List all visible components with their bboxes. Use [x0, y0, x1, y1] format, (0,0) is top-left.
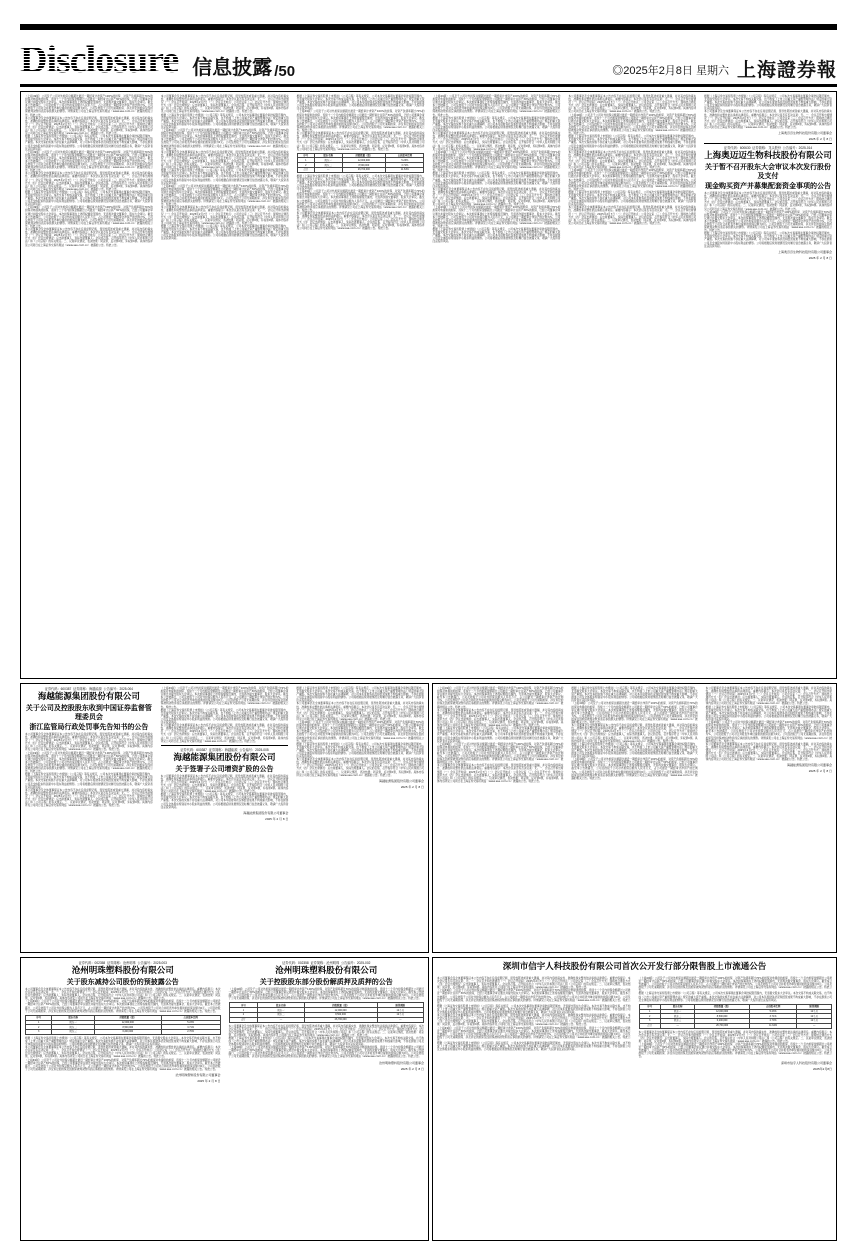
- table-cell: 2: [639, 1014, 660, 1019]
- body-text: （上接49版）公司及子公司对外担保总额超过最近一期经审计净资产100%的担保、对资产负债率超过70%的担保对象提供的担保、连续十二个月内担保金额超过公司最近一期经审计总资产30%的担保，已经公司董事会审议通过并提交股东大会审议。本次担保事项在上述授权额度范围内，无需再次提交董事会、股东大会审议。截至本公告披露日，公司及控股子公司对外担保总额为人民币万元，占公司最近一期经审计净资产的比例为%，公司及控股子公司对合并报表外单位提供的担保总额为0元。公司及控股子公司无逾期担保、涉及诉讼的担保及因担保被判决败诉而应承担损失的情形。详情请见公司在上海证券交易所网站（www.sse.com.cn）披露的相关公告。特此公告。: [571, 758, 698, 780]
- announcement-block-xinyuren: [432, 957, 837, 1241]
- body-text: 根据《上海证券交易所股票上市规则》《公司章程》等有关规定，公司本次交易事项在董事会审批权限范围内，无需提交股东大会审议。本次交易不构成关联交易，也不构成《上市公司重大资产重组管理办法》规定的重大资产重组。本次交易的实施不存在重大法律障碍，对公司本年度财务状况和经营成果不构成重大影响，不存在损害公司及全体股东特别是中小股东利益的情形。公司将根据后续进展情况及时履行信息披露义务，敬请广大投资者注意投资风险。: [296, 687, 425, 703]
- column: [702, 684, 836, 952]
- body-text: （上接49版）公司及子公司对外担保总额超过最近一期经审计净资产100%的担保、对资产负债率超过70%的担保对象提供的担保、连续十二个月内担保金额超过公司最近一期经审计总资产30%的担保，已经公司董事会审议通过并提交股东大会审议。本次担保事项在上述授权额度范围内，无需再次提交董事会、股东大会审议。截至本公告披露日，公司及控股子公司对外担保总额为人民币万元，占公司最近一期经审计净资产的比例为%，公司及控股子公司对合并报表外单位提供的担保总额为0元。公司及控股子公司无逾期担保、涉及诉讼的担保及因担保被判决败诉而应承担损失的情形。详情请见公司在上海证券交易所网站（www.sse.com.cn）披露的相关公告。特此公告。: [568, 113, 697, 136]
- table-cell: 8,500,000: [342, 163, 386, 168]
- body-text: 本公司董事会及全体董事保证本公告内容不存在任何虚假记载、误导性陈述或者重大遗漏，并对其内容的真实性、准确性和完整性依法承担法律责任。重要内容提示：本次会议是否有否决议案：无。一、会议召开和出席情况（一）会议召开时间：2025年2月7日（二）会议召开地点：公司会议室（三）会议召开方式：现场结合通讯方式（四）会议出席情况：应出席董事人，实际出席董事人。会议的召集、召开程序符合《中华人民共和国公司法》和《公司章程》的有关规定。二、议案审议情况，表决结果：同意票，反对票0票，弃权票0票。具体内容详见公司同日在上海证券交易所网站（www.sse.com.cn）披露的公告。特此公告。: [25, 172, 153, 191]
- body-text: 根据《上海证券交易所股票上市规则》《公司章程》等有关规定，公司本次交易事项在董事会审批权限范围内，无需提交股东大会审议。本次交易不构成关联交易，也不构成《上市公司重大资产重组管理办法》规定的重大资产重组。本次交易的实施不存在重大法律障碍，对公司本年度财务状况和经营成果不构成重大影响，不存在损害公司及全体股东特别是中小股东利益的情形。公司将根据后续进展情况及时履行信息披露义务，敬请广大投资者注意投资风险。: [432, 228, 561, 244]
- body-text: 本公司董事会及全体董事保证本公告内容不存在任何虚假记载、误导性陈述或者重大遗漏，并对其内容的真实性、准确性和完整性依法承担法律责任。重要内容提示：本次会议是否有否决议案：无。一、会议召开和出席情况（一）会议召开时间：2025年2月7日（二）会议召开地点：公司会议室（三）会议召开方式：现场结合通讯方式（四）会议出席情况：应出席董事人，实际出席董事人。会议的召集、召开程序符合《中华人民共和国公司法》和《公司章程》的有关规定。二、议案审议情况，表决结果：同意票，反对票0票，弃权票0票。具体内容详见公司同日在上海证券交易所网站（www.sse.com.cn）披露的公告。特此公告。: [437, 764, 564, 783]
- body-text: （上接49版）公司及子公司对外担保总额超过最近一期经审计净资产100%的担保、对资产负债率超过70%的担保对象提供的担保、连续十二个月内担保金额超过公司最近一期经审计总资产30%的担保，已经公司董事会审议通过并提交股东大会审议。本次担保事项在上述授权额度范围内，无需再次提交董事会、股东大会审议。截至本公告披露日，公司及控股子公司对外担保总额为人民币万元，占公司最近一期经审计净资产的比例为%，公司及控股子公司对合并报表外单位提供的担保总额为0元。公司及控股子公司无逾期担保、涉及诉讼的担保及因担保被判决败诉而应承担损失的情形。详情请见公司在上海证券交易所网站（www.sse.com.cn）披露的相关公告。特此公告。: [437, 989, 631, 1005]
- column: [292, 684, 428, 952]
- body-text: 根据《上海证券交易所股票上市规则》《公司章程》等有关规定，公司本次交易事项在董事会审批权限范围内，无需提交股东大会审议。本次交易不构成关联交易，也不构成《上市公司重大资产重组管理办法》规定的重大资产重组。本次交易的实施不存在重大法律障碍，对公司本年度财务状况和经营成果不构成重大影响，不存在损害公司及全体股东特别是中小股东利益的情形。公司将根据后续进展情况及时履行信息披露义务，敬请广大投资者注意投资风险。: [432, 172, 561, 188]
- table-cell: 6,200,000: [94, 1030, 161, 1035]
- announcement-title-line: 关于签署子公司增资扩股的公告: [175, 764, 274, 773]
- body-text: 本公司董事会及全体董事保证本公告内容不存在任何虚假记载、误导性陈述或者重大遗漏，并对其内容的真实性、准确性和完整性依法承担法律责任。重要内容提示：本次会议是否有否决议案：无。一、会议召开和出席情况（一）会议召开时间：2025年2月7日（二）会议召开地点：公司会议室（三）会议召开方式：现场结合通讯方式（四）会议出席情况：应出席董事人，实际出席董事人。会议的召集、召开程序符合《中华人民共和国公司法》和《公司章程》的有关规定。二、议案审议情况，表决结果：同意票，反对票0票，弃权票0票。具体内容详见公司同日在上海证券交易所网站（www.sse.com.cn）披露的公告。特此公告。: [638, 1030, 832, 1043]
- signature-date: 2025 年 2 月 8 日: [808, 255, 832, 260]
- body-text: 本公司董事会及全体董事保证本公告内容不存在任何虚假记载、误导性陈述或者重大遗漏，并对其内容的真实性、准确性和完整性依法承担法律责任。重要内容提示：本次会议是否有否决议案：无。一、会议召开和出席情况（一）会议召开时间：2025年2月7日（二）会议召开地点：公司会议室（三）会议召开方式：现场结合通讯方式（四）会议出席情况：应出席董事人，实际出席董事人。会议的召集、召开程序符合《中华人民共和国公司法》和《公司章程》的有关规定。二、议案审议情况，表决结果：同意票，反对票0票，弃权票0票。具体内容详见公司同日在上海证券交易所网站（www.sse.com.cn）披露的公告。特此公告。: [296, 211, 425, 231]
- table-header-cell: 持股数量（股）: [304, 1003, 377, 1008]
- table-cell: 合计: [229, 1017, 258, 1022]
- table-row: [297, 168, 424, 173]
- body-text: 本公司董事会及全体董事保证本公告内容不存在任何虚假记载、误导性陈述或者重大遗漏，并对其内容的真实性、准确性和完整性依法承担法律责任。重要内容提示：本次会议是否有否决议案：无。一、会议召开和出席情况（一）会议召开时间：2025年2月7日（二）会议召开地点：公司会议室（三）会议召开方式：现场结合通讯方式（四）会议出席情况：应出席董事人，实际出席董事人。会议的召集、召开程序符合《中华人民共和国公司法》和《公司章程》的有关规定。二、议案审议情况，表决结果：同意票，反对票0票，弃权票0票。具体内容详见公司同日在上海证券交易所网站（www.sse.com.cn）披露的公告。特此公告。: [160, 724, 289, 743]
- table-cell: 股东一: [314, 158, 342, 163]
- column: [157, 92, 293, 678]
- table-header-cell: 序号: [639, 1004, 660, 1009]
- column: [433, 684, 567, 952]
- signature: 海越能源集团股份有限公司董事会: [786, 763, 832, 768]
- body-text: 根据《上海证券交易所股票上市规则》《公司章程》等有关规定，公司本次交易事项在董事会审批权限范围内，无需提交股东大会审议。本次交易不构成关联交易，也不构成《上市公司重大资产重组管理办法》规定的重大资产重组。本次交易的实施不存在重大法律障碍，对公司本年度财务状况和经营成果不构成重大影响，不存在损害公司及全体股东特别是中小股东利益的情形。公司将根据后续进展情况及时履行信息披露义务，敬请广大投资者注意投资风险。: [437, 1041, 631, 1052]
- body-text: 本公司董事会及全体董事保证本公告内容不存在任何虚假记载、误导性陈述或者重大遗漏，并对其内容的真实性、准确性和完整性依法承担法律责任。重要内容提示：本次会议是否有否决议案：无。一、会议召开和出席情况（一）会议召开时间：2025年2月7日（二）会议召开地点：公司会议室（三）会议召开方式：现场结合通讯方式（四）会议出席情况：应出席董事人，实际出席董事人。会议的召集、召开程序符合《中华人民共和国公司法》和《公司章程》的有关规定。二、议案审议情况，表决结果：同意票，反对票0票，弃权票0票。具体内容详见公司同日在上海证券交易所网站（www.sse.com.cn）披露的公告。特此公告。: [160, 206, 289, 225]
- signature: 沧州明珠塑料股份有限公司董事会: [175, 1072, 221, 1077]
- signature-date: 2025 年 2 月 8 日: [197, 1078, 221, 1083]
- body-text: （上接49版）公司及子公司对外担保总额超过最近一期经审计净资产100%的担保、对资产负债率超过70%的担保对象提供的担保、连续十二个月内担保金额超过公司最近一期经审计总资产30%的担保，已经公司董事会审议通过并提交股东大会审议。本次担保事项在上述授权额度范围内，无需再次提交董事会、股东大会审议。截至本公告披露日，公司及控股子公司对外担保总额为人民币万元，占公司最近一期经审计净资产的比例为%，公司及控股子公司对合并报表外单位提供的担保总额为0元。公司及控股子公司无逾期担保、涉及诉讼的担保及因担保被判决败诉而应承担损失的情形。详情请见公司在上海证券交易所网站（www.sse.com.cn）披露的相关公告。特此公告。: [571, 702, 698, 725]
- table-cell: 1: [639, 1009, 660, 1014]
- body-text: （上接49版）公司及子公司对外担保总额超过最近一期经审计净资产100%的担保、对资产负债率超过70%的担保对象提供的担保、连续十二个月内担保金额超过公司最近一期经审计总资产30%的担保，已经公司董事会审议通过并提交股东大会审议。本次担保事项在上述授权额度范围内，无需再次提交董事会、股东大会审议。截至本公告披露日，公司及控股子公司对外担保总额为人民币万元，占公司最近一期经审计净资产的比例为%，公司及控股子公司对合并报表外单位提供的担保总额为0元。公司及控股子公司无逾期担保、涉及诉讼的担保及因担保被判决败诉而应承担损失的情形。详情请见公司在上海证券交易所网站（www.sse.com.cn）披露的相关公告。特此公告。: [160, 184, 289, 207]
- signature: 沧州明珠塑料股份有限公司董事会: [378, 1060, 424, 1065]
- body-text: 根据《上海证券交易所股票上市规则》《公司章程》等有关规定，公司本次交易事项在董事会审批权限范围内，无需提交股东大会审议。本次交易不构成关联交易，也不构成《上市公司重大资产重组管理办法》规定的重大资产重组。本次交易的实施不存在重大法律障碍，对公司本年度财务状况和经营成果不构成重大影响，不存在损害公司及全体股东特别是中小股东利益的情形。公司将根据后续进展情况及时履行信息披露义务，敬请广大投资者注意投资风险。: [160, 793, 289, 809]
- table-cell: 3.71%: [161, 1025, 220, 1030]
- table-cell: 股东一: [258, 1008, 304, 1013]
- body-text: 本公司董事会及全体董事保证本公告内容不存在任何虚假记载、误导性陈述或者重大遗漏，并对其内容的真实性、准确性和完整性依法承担法律责任。重要内容提示：本次会议是否有否决议案：无。一、会议召开和出席情况（一）会议召开时间：2025年2月7日（二）会议召开地点：公司会议室（三）会议召开方式：现场结合通讯方式（四）会议出席情况：应出席董事人，实际出席董事人。会议的召集、召开程序符合《中华人民共和国公司法》和《公司章程》的有关规定。二、议案审议情况，表决结果：同意票，反对票0票，弃权票0票。具体内容详见公司同日在上海证券交易所网站（www.sse.com.cn）披露的公告。特此公告。: [568, 206, 697, 225]
- body-text: （上接49版）公司及子公司对外担保总额超过最近一期经审计净资产100%的担保、对资产负债率超过70%的担保对象提供的担保、连续十二个月内担保金额超过公司最近一期经审计总资产30%的担保，已经公司董事会审议通过并提交股东大会审议。本次担保事项在上述授权额度范围内，无需再次提交董事会、股东大会审议。截至本公告披露日，公司及控股子公司对外担保总额为人民币万元，占公司最近一期经审计净资产的比例为%，公司及控股子公司对合并报表外单位提供的担保总额为0元。公司及控股子公司无逾期担保、涉及诉讼的担保及因担保被判决败诉而应承担损失的情形。详情请见公司在上海证券交易所网站（www.sse.com.cn）披露的相关公告。特此公告。: [437, 1026, 631, 1042]
- security-name: 证券简称：海越能源: [208, 747, 238, 752]
- table-cell: 股东三: [52, 1030, 95, 1035]
- body-text: （上接49版）公司及子公司对外担保总额超过最近一期经审计净资产100%的担保、对资产负债率超过70%的担保对象提供的担保、连续十二个月内担保金额超过公司最近一期经审计总资产30%的担保，已经公司董事会审议通过并提交股东大会审议。本次担保事项在上述授权额度范围内，无需再次提交董事会、股东大会审议。截至本公告披露日，公司及控股子公司对外担保总额为人民币万元，占公司最近一期经审计净资产的比例为%，公司及控股子公司对合并报表外单位提供的担保总额为0元。公司及控股子公司无逾期担保、涉及诉讼的担保及因担保被判决败诉而应承担损失的情形。详情请见公司在上海证券交易所网站（www.sse.com.cn）披露的相关公告。特此公告。: [568, 169, 697, 191]
- body-text: 本公司董事会及全体董事保证本公告内容不存在任何虚假记载、误导性陈述或者重大遗漏，并对其内容的真实性、准确性和完整性依法承担法律责任。重要内容提示：本次会议是否有否决议案：无。一、会议召开和出席情况（一）会议召开时间：2025年2月7日（二）会议召开地点：公司会议室（三）会议召开方式：现场结合通讯方式（四）会议出席情况：应出席董事人，实际出席董事人。会议的召集、召开程序符合《中华人民共和国公司法》和《公司章程》的有关规定。二、议案审议情况，表决结果：同意票，反对票0票，弃权票0票。具体内容详见公司同日在上海证券交易所网站（www.sse.com.cn）披露的公告。特此公告。: [25, 788, 153, 808]
- body-text: 本公司董事会及全体董事保证本公告内容不存在任何虚假记载、误导性陈述或者重大遗漏，并对其内容的真实性、准确性和完整性依法承担法律责任。重要内容提示：本次会议是否有否决议案：无。一、会议召开和出席情况（一）会议召开时间：2025年2月7日（二）会议召开地点：公司会议室（三）会议召开方式：现场结合通讯方式（四）会议出席情况：应出席董事人，实际出席董事人。会议的召集、召开程序符合《中华人民共和国公司法》和《公司章程》的有关规定。二、议案审议情况，表决结果：同意票，反对票0票，弃权票0票。具体内容详见公司同日在上海证券交易所网站（www.sse.com.cn）披露的公告。特此公告。: [705, 687, 832, 706]
- body-text: 根据《上海证券交易所股票上市规则》《公司章程》等有关规定，公司本次交易事项在董事会审批权限范围内，无需提交股东大会审议。本次交易不构成关联交易，也不构成《上市公司重大资产重组管理办法》规定的重大资产重组。本次交易的实施不存在重大法律障碍，对公司本年度财务状况和经营成果不构成重大影响，不存在损害公司及全体股东特别是中小股东利益的情形。公司将根据后续进展情况及时履行信息披露义务，敬请广大投资者注意投资风险。: [432, 116, 561, 133]
- body-text: 根据《上海证券交易所股票上市规则》《公司章程》等有关规定，公司本次交易事项在董事会审批权限范围内，无需提交股东大会审议。本次交易不构成关联交易，也不构成《上市公司重大资产重组管理办法》规定的重大资产重组。本次交易的实施不存在重大法律障碍，对公司本年度财务状况和经营成果不构成重大影响，不存在损害公司及全体股东特别是中小股东利益的情形。公司将根据后续进展情况及时履行信息披露义务，敬请广大投资者注意投资风险。: [568, 135, 697, 151]
- data-table: [229, 1002, 425, 1022]
- body-text: 本公司董事会及全体董事保证本公告内容不存在任何虚假记载、误导性陈述或者重大遗漏，并对其内容的真实性、准确性和完整性依法承担法律责任。重要内容提示：本次会议是否有否决议案：无。一、会议召开和出席情况（一）会议召开时间：2025年2月7日（二）会议召开地点：公司会议室（三）会议召开方式：现场结合通讯方式（四）会议出席情况：应出席董事人，实际出席董事人。会议的召集、召开程序符合《中华人民共和国公司法》和《公司章程》的有关规定。二、议案审议情况，表决结果：同意票，反对票0票，弃权票0票。具体内容详见公司同日在上海证券交易所网站（www.sse.com.cn）披露的公告。特此公告。: [25, 116, 153, 136]
- table-cell: 26,700,000: [304, 1017, 377, 1022]
- masthead-paper-name: 上海證券報: [736, 59, 837, 81]
- signature-date: 2025 年 2 月 8 日: [400, 1066, 424, 1071]
- announcement-block-haiyue: [20, 683, 429, 953]
- table-header-cell: 股东名称: [258, 1003, 304, 1008]
- table-cell: 8,500,000: [94, 1025, 161, 1030]
- body-text: （上接49版）公司及子公司对外担保总额超过最近一期经审计净资产100%的担保、对资产负债率超过70%的担保对象提供的担保、连续十二个月内担保金额超过公司最近一期经审计总资产30%的担保，已经公司董事会审议通过并提交股东大会审议。本次担保事项在上述授权额度范围内，无需再次提交董事会、股东大会审议。截至本公告披露日，公司及控股子公司对外担保总额为人民币万元，占公司最近一期经审计净资产的比例为%，公司及控股子公司对合并报表外单位提供的担保总额为0元。公司及控股子公司无逾期担保、涉及诉讼的担保及因担保被判决败诉而应承担损失的情形。详情请见公司在上海证券交易所网站（www.sse.com.cn）披露的相关公告。特此公告。: [160, 687, 289, 709]
- table-cell: 股东二: [660, 1014, 695, 1019]
- announcement-title-line: 关于股东减持公司股份的预披露公告: [66, 978, 179, 986]
- signature-date: 2025年2月8日: [812, 1066, 832, 1071]
- body-text: （上接49版）公司及子公司对外担保总额超过最近一期经审计净资产100%的担保、对资产负债率超过70%的担保对象提供的担保、连续十二个月内担保金额超过公司最近一期经审计总资产30%的担保，已经公司董事会审议通过并提交股东大会审议。本次担保事项在上述授权额度范围内，无需再次提交董事会、股东大会审议。截至本公告披露日，公司及控股子公司对外担保总额为人民币万元，占公司最近一期经审计净资产的比例为%，公司及控股子公司对合并报表外单位提供的担保总额为0元。公司及控股子公司无逾期担保、涉及诉讼的担保及因担保被判决败诉而应承担损失的情形。详情请见公司在上海证券交易所网站（www.sse.com.cn）披露的相关公告。特此公告。: [25, 751, 153, 774]
- body-text: （上接49版）公司及子公司对外担保总额超过最近一期经审计净资产100%的担保、对资产负债率超过70%的担保对象提供的担保、连续十二个月内担保金额超过公司最近一期经审计总资产30%的担保，已经公司董事会审议通过并提交股东大会审议。本次担保事项在上述授权额度范围内，无需再次提交董事会、股东大会审议。截至本公告披露日，公司及控股子公司对外担保总额为人民币万元，占公司最近一期经审计净资产的比例为%，公司及控股子公司对合并报表外单位提供的担保总额为0元。公司及控股子公司无逾期担保、涉及诉讼的担保及因担保被判决败诉而应承担损失的情形。详情请见公司在上海证券交易所网站（www.sse.com.cn）披露的相关公告。特此公告。: [432, 150, 561, 173]
- table-header-cell: 持股数量（股）: [695, 1004, 749, 1009]
- security-code-line: [229, 961, 425, 965]
- table-cell: 12,000,000: [94, 1020, 161, 1025]
- security-code-line: [25, 961, 221, 965]
- body-text: 本公司董事会及全体董事保证本公告内容不存在任何虚假记载、误导性陈述或者重大遗漏，并对其内容的真实性、准确性和完整性依法承担法律责任。重要内容提示：本次会议是否有否决议案：无。一、会议召开和出席情况（一）会议召开时间：2025年2月7日（二）会议召开地点：公司会议室（三）会议召开方式：现场结合通讯方式（四）会议出席情况：应出席董事人，实际出席董事人。会议的召集、召开程序符合《中华人民共和国公司法》和《公司章程》的有关规定。二、议案审议情况，表决结果：同意票，反对票0票，弃权票0票。具体内容详见公司同日在上海证券交易所网站（www.sse.com.cn）披露的公告。特此公告。: [432, 132, 561, 151]
- body-text: 根据《上海证券交易所股票上市规则》《公司章程》等有关规定，公司本次交易事项在董事会审批权限范围内，无需提交股东大会审议。本次交易不构成关联交易，也不构成《上市公司重大资产重组管理办法》规定的重大资产重组。本次交易的实施不存在重大法律障碍，对公司本年度财务状况和经营成果不构成重大影响，不存在损害公司及全体股东特别是中小股东利益的情形。公司将根据后续进展情况及时履行信息披露义务，敬请广大投资者注意投资风险。: [228, 1036, 424, 1047]
- table-cell: 11.64%: [386, 168, 424, 173]
- table-header-cell: 占总股本比例: [161, 1015, 220, 1020]
- announcement-block-top: [20, 91, 837, 679]
- table-cell: 5.23%: [161, 1020, 220, 1025]
- table-cell: 2.70%: [749, 1019, 797, 1024]
- table-cell: 12个月: [377, 1012, 423, 1017]
- table-header-cell: 序号: [229, 1003, 258, 1008]
- security-name: 证券简称：沧州明珠: [106, 961, 136, 965]
- body-text: 本公司董事会及全体董事保证本公告内容不存在任何虚假记载、误导性陈述或者重大遗漏，并对其内容的真实性、准确性和完整性依法承担法律责任。重要内容提示：本次会议是否有否决议案：无。一、会议召开和出席情况（一）会议召开时间：2025年2月7日（二）会议召开地点：公司会议室（三）会议召开方式：现场结合通讯方式（四）会议出席情况：应出席董事人，实际出席董事人。会议的召集、召开程序符合《中华人民共和国公司法》和《公司章程》的有关规定。二、议案审议情况，表决结果：同意票，反对票0票，弃权票0票。具体内容详见公司同日在上海证券交易所网站（www.sse.com.cn）披露的公告。特此公告。: [437, 1014, 631, 1027]
- body-text: 根据《上海证券交易所股票上市规则》《公司章程》等有关规定，公司本次交易事项在董事会审批权限范围内，无需提交股东大会审议。本次交易不构成关联交易，也不构成《上市公司重大资产重组管理办法》规定的重大资产重组。本次交易的实施不存在重大法律障碍，对公司本年度财务状况和经营成果不构成重大影响，不存在损害公司及全体股东特别是中小股东利益的情形。公司将根据后续进展情况及时履行信息披露义务，敬请广大投资者注意投资风险。: [571, 742, 698, 759]
- body-text: 本公司董事会及全体董事保证本公告内容不存在任何虚假记载、误导性陈述或者重大遗漏，并对其内容的真实性、准确性和完整性依法承担法律责任。重要内容提示：本次会议是否有否决议案：无。一、会议召开和出席情况（一）会议召开时间：2025年2月7日（二）会议召开地点：公司会议室（三）会议召开方式：现场结合通讯方式（四）会议出席情况：应出席董事人，实际出席董事人。会议的召集、召开程序符合《中华人民共和国公司法》和《公司章程》的有关规定。二、议案审议情况，表决结果：同意票，反对票0票，弃权票0票。具体内容详见公司同日在上海证券交易所网站（www.sse.com.cn）披露的公告。特此公告。: [571, 724, 698, 743]
- table-header-cell: 股东名称: [314, 153, 342, 158]
- announcement-block-cangzhou: [20, 957, 429, 1241]
- security-code: 证券代码：002358: [282, 961, 309, 965]
- table-cell: 3: [639, 1019, 660, 1024]
- table-cell: 股东二: [258, 1012, 304, 1017]
- table-cell: 8,500,000: [304, 1012, 377, 1017]
- masthead-date: ◎2025年2月8日 星期六: [612, 65, 729, 77]
- column: [157, 684, 293, 952]
- body-text: 本公司董事会及全体董事保证本公告内容不存在任何虚假记载、误导性陈述或者重大遗漏，并对其内容的真实性、准确性和完整性依法承担法律责任。重要内容提示：本次会议是否有否决议案：无。一、会议召开和出席情况（一）会议召开时间：2025年2月7日（二）会议召开地点：公司会议室（三）会议召开方式：现场结合通讯方式（四）会议出席情况：应出席董事人，实际出席董事人。会议的召集、召开程序符合《中华人民共和国公司法》和《公司章程》的有关规定。二、议案审议情况，表决结果：同意票，反对票0票，弃权票0票。具体内容详见公司同日在上海证券交易所网站（www.sse.com.cn）披露的公告。特此公告。: [25, 228, 153, 247]
- table-cell: —: [258, 1017, 304, 1022]
- body-text: 根据《上海证券交易所股票上市规则》《公司章程》等有关规定，公司本次交易事项在董事会审批权限范围内，无需提交股东大会审议。本次交易不构成关联交易，也不构成《上市公司重大资产重组管理办法》规定的重大资产重组。本次交易的实施不存在重大法律障碍，对公司本年度财务状况和经营成果不构成重大影响，不存在损害公司及全体股东特别是中小股东利益的情形。公司将根据后续进展情况及时履行信息披露义务，敬请广大投资者注意投资风险。: [25, 190, 153, 207]
- signature-date: 2025 年 2 月 8 日: [808, 769, 832, 774]
- table-cell: 1: [26, 1020, 52, 1025]
- column: [635, 974, 837, 1234]
- column: [428, 92, 564, 678]
- announcement-title-line: 上海奥迈迈生物科技股份有限公司: [704, 151, 832, 162]
- table-cell: 12个月: [377, 1008, 423, 1013]
- body-text: （上接49版）公司及子公司对外担保总额超过最近一期经审计净资产100%的担保、对资产负债率超过70%的担保对象提供的担保、连续十二个月内担保金额超过公司最近一期经审计总资产30%的担保，已经公司董事会审议通过并提交股东大会审议。本次担保事项在上述授权额度范围内，无需再次提交董事会、股东大会审议。截至本公告披露日，公司及控股子公司对外担保总额为人民币万元，占公司最近一期经审计净资产的比例为%，公司及控股子公司对合并报表外单位提供的担保总额为0元。公司及控股子公司无逾期担保、涉及诉讼的担保及因担保被判决败诉而应承担损失的情形。详情请见公司在上海证券交易所网站（www.sse.com.cn）披露的相关公告。特此公告。: [296, 190, 425, 212]
- table-cell: 12个月: [797, 1019, 832, 1024]
- body-text: （上接49版）公司及子公司对外担保总额超过最近一期经审计净资产100%的担保、对资产负债率超过70%的担保对象提供的担保、连续十二个月内担保金额超过公司最近一期经审计总资产30%的担保，已经公司董事会审议通过并提交股东大会审议。本次担保事项在上述授权额度范围内，无需再次提交董事会、股东大会审议。截至本公告披露日，公司及控股子公司对外担保总额为人民币万元，占公司最近一期经审计净资产的比例为%，公司及控股子公司对合并报表外单位提供的担保总额为0元。公司及控股子公司无逾期担保、涉及诉讼的担保及因担保被判决败诉而应承担损失的情形。详情请见公司在上海证券交易所网站（www.sse.com.cn）披露的相关公告。特此公告。: [228, 1046, 424, 1059]
- announcement-title-line: 沧州明珠塑料股份有限公司: [71, 966, 174, 976]
- table-cell: 5.23%: [749, 1009, 797, 1014]
- announcement-title-line: 海越能源集团股份有限公司: [37, 692, 140, 702]
- table-cell: 12,000,000: [695, 1009, 749, 1014]
- body-text: 本公司董事会及全体董事保证本公告内容不存在任何虚假记载、误导性陈述或者重大遗漏，并对其内容的真实性、准确性和完整性依法承担法律责任。重要内容提示：本次会议是否有否决议案：无。一、会议召开和出席情况（一）会议召开时间：2025年2月7日（二）会议召开地点：公司会议室（三）会议召开方式：现场结合通讯方式（四）会议出席情况：应出席董事人，实际出席董事人。会议的召集、召开程序符合《中华人民共和国公司法》和《公司章程》的有关规定。二、议案审议情况，表决结果：同意票，反对票0票，弃权票0票。具体内容详见公司同日在上海证券交易所网站（www.sse.com.cn）披露的公告。特此公告。: [296, 132, 425, 151]
- body-text: 根据《上海证券交易所股票上市规则》《公司章程》等有关规定，公司本次交易事项在董事会审批权限范围内，无需提交股东大会审议。本次交易不构成关联交易，也不构成《上市公司重大资产重组管理办法》规定的重大资产重组。本次交易的实施不存在重大法律障碍，对公司本年度财务状况和经营成果不构成重大影响，不存在损害公司及全体股东特别是中小股东利益的情形。公司将根据后续进展情况及时履行信息披露义务，敬请广大投资者注意投资风险。: [160, 169, 289, 185]
- signature-date: 2025 年 2 月 8 日: [400, 784, 425, 789]
- table-cell: 3: [26, 1030, 52, 1035]
- table-header-cell: 序号: [297, 153, 314, 158]
- security-code: 证券代码：002358: [78, 961, 106, 965]
- column-with-headline: [700, 92, 836, 678]
- table-cell: 12个月: [797, 1014, 832, 1019]
- body-text: （上接49版）公司及子公司对外担保总额超过最近一期经审计净资产100%的担保、对资产负债率超过70%的担保对象提供的担保、连续十二个月内担保金额超过公司最近一期经审计总资产30%的担保，已经公司董事会审议通过并提交股东大会审议。本次担保事项在上述授权额度范围内，无需再次提交董事会、股东大会审议。截至本公告披露日，公司及控股子公司对外担保总额为人民币万元，占公司最近一期经审计净资产的比例为%，公司及控股子公司对合并报表外单位提供的担保总额为0元。公司及控股子公司无逾期担保、涉及诉讼的担保及因担保被判决败诉而应承担损失的情形。详情请见公司在上海证券交易所网站（www.sse.com.cn）披露的相关公告。特此公告。: [25, 1058, 221, 1071]
- body-text: 根据《上海证券交易所股票上市规则》《公司章程》等有关规定，公司本次交易事项在董事会审批权限范围内，无需提交股东大会审议。本次交易不构成关联交易，也不构成《上市公司重大资产重组管理办法》规定的重大资产重组。本次交易的实施不存在重大法律障碍，对公司本年度财务状况和经营成果不构成重大影响，不存在损害公司及全体股东特别是中小股东利益的情形。公司将根据后续进展情况及时履行信息披露义务，敬请广大投资者注意投资风险。: [160, 113, 289, 129]
- table-row: [229, 1017, 424, 1022]
- table-cell: —: [314, 168, 342, 173]
- announcement-title-line: 深圳市信宇人科技股份有限公司首次公开发行部分限售股上市流通公告: [502, 962, 767, 972]
- table-row: [639, 1023, 832, 1028]
- signature: 海越能源集团股份有限公司董事会: [243, 810, 289, 815]
- announcement-number: 公告编号：2025-004: [103, 687, 133, 691]
- body-text: 本公司董事会及全体董事保证本公告内容不存在任何虚假记载、误导性陈述或者重大遗漏，并对其内容的真实性、准确性和完整性依法承担法律责任。重要内容提示：本次会议是否有否决议案：无。一、会议召开和出席情况（一）会议召开时间：2025年2月7日（二）会议召开地点：公司会议室（三）会议召开方式：现场结合通讯方式（四）会议出席情况：应出席董事人，实际出席董事人。会议的召集、召开程序符合《中华人民共和国公司法》和《公司章程》的有关规定。二、议案审议情况，表决结果：同意票，反对票0票，弃权票0票。具体内容详见公司同日在上海证券交易所网站（www.sse.com.cn）披露的公告。特此公告。: [704, 110, 832, 129]
- signature-date: 2025 年 2 月 8 日: [808, 137, 832, 142]
- table-row: [26, 1030, 221, 1035]
- body-text: （上接49版）公司及子公司对外担保总额超过最近一期经审计净资产100%的担保、对资产负债率超过70%的担保对象提供的担保、连续十二个月内担保金额超过公司最近一期经审计总资产30%的担保，已经公司董事会审议通过并提交股东大会审议。本次担保事项在上述授权额度范围内，无需再次提交董事会、股东大会审议。截至本公告披露日，公司及控股子公司对外担保总额为人民币万元，占公司最近一期经审计净资产的比例为%，公司及控股子公司对合并报表外单位提供的担保总额为0元。公司及控股子公司无逾期担保、涉及诉讼的担保及因担保被判决败诉而应承担损失的情形。详情请见公司在上海证券交易所网站（www.sse.com.cn）披露的相关公告。特此公告。: [160, 129, 289, 151]
- announcement-title-line: 关于控股股东部分股份解质押及质押的公告: [259, 978, 393, 986]
- column: [21, 92, 157, 678]
- announcement-title-line: 现金购买资产并募集配套资金事项的公告: [705, 182, 832, 191]
- column: [225, 958, 429, 1240]
- body-text: （上接49版）公司及子公司对外担保总额超过最近一期经审计净资产100%的担保、对资产负债率超过70%的担保对象提供的担保、连续十二个月内担保金额超过公司最近一期经审计总资产30%的担保，已经公司董事会审议通过并提交股东大会审议。本次担保事项在上述授权额度范围内，无需再次提交董事会、股东大会审议。截至本公告披露日，公司及控股子公司对外担保总额为人民币万元，占公司最近一期经审计净资产的比例为%，公司及控股子公司对合并报表外单位提供的担保总额为0元。公司及控股子公司无逾期担保、涉及诉讼的担保及因担保被判决败诉而应承担损失的情形。详情请见公司在上海证券交易所网站（www.sse.com.cn）披露的相关公告。特此公告。: [296, 110, 425, 133]
- table-cell: 2.70%: [161, 1030, 220, 1035]
- data-table: [25, 1015, 221, 1035]
- body-text: 根据《上海证券交易所股票上市规则》《公司章程》等有关规定，公司本次交易事项在董事会审批权限范围内，无需提交股东大会审议。本次交易不构成关联交易，也不构成《上市公司重大资产重组管理办法》规定的重大资产重组。本次交易的实施不存在重大法律障碍，对公司本年度财务状况和经营成果不构成重大影响，不存在损害公司及全体股东特别是中小股东利益的情形。公司将根据后续进展情况及时履行信息披露义务，敬请广大投资者注意投资风险。: [160, 224, 289, 241]
- table-cell: 2: [297, 163, 314, 168]
- body-text: （上接49版）公司及子公司对外担保总额超过最近一期经审计净资产100%的担保、对资产负债率超过70%的担保对象提供的担保、连续十二个月内担保金额超过公司最近一期经审计总资产30%的担保，已经公司董事会审议通过并提交股东大会审议。本次担保事项在上述授权额度范围内，无需再次提交董事会、股东大会审议。截至本公告披露日，公司及控股子公司对外担保总额为人民币万元，占公司最近一期经审计净资产的比例为%，公司及控股子公司对合并报表外单位提供的担保总额为0元。公司及控股子公司无逾期担保、涉及诉讼的担保及因担保被判决败诉而应承担损失的情形。详情请见公司在上海证券交易所网站（www.sse.com.cn）披露的相关公告。特此公告。: [638, 1043, 832, 1059]
- body-text: 本公司董事会及全体董事保证本公告内容不存在任何虚假记载、误导性陈述或者重大遗漏，并对其内容的真实性、准确性和完整性依法承担法律责任。重要内容提示：本次会议是否有否决议案：无。一、会议召开和出席情况（一）会议召开时间：2025年2月7日（二）会议召开地点：公司会议室（三）会议召开方式：现场结合通讯方式（四）会议出席情况：应出席董事人，实际出席董事人。会议的召集、召开程序符合《中华人民共和国公司法》和《公司章程》的有关规定。二、议案审议情况，表决结果：同意票，反对票0票，弃权票0票。具体内容详见公司同日在上海证券交易所网站（www.sse.com.cn）披露的公告。特此公告。: [568, 95, 697, 114]
- security-name: 证券简称：龙头股份: [752, 146, 781, 151]
- table-cell: 6,200,000: [695, 1019, 749, 1024]
- announcement-title-line: 关于公司及控股股东收到中国证券监督管理委员会: [25, 704, 152, 721]
- column: [567, 684, 701, 952]
- masthead-rule: [20, 24, 837, 30]
- body-text: 本公司董事会及全体董事保证本公告内容不存在任何虚假记载、误导性陈述或者重大遗漏，并对其内容的真实性、准确性和完整性依法承担法律责任。重要内容提示：本次会议是否有否决议案：无。一、会议召开和出席情况（一）会议召开时间：2025年2月7日（二）会议召开地点：公司会议室（三）会议召开方式：现场结合通讯方式（四）会议出席情况：应出席董事人，实际出席董事人。会议的召集、召开程序符合《中华人民共和国公司法》和《公司章程》的有关规定。二、议案审议情况，表决结果：同意票，反对票0票，弃权票0票。具体内容详见公司同日在上海证券交易所网站（www.sse.com.cn）披露的公告。特此公告。: [432, 187, 561, 207]
- body-text: 根据《上海证券交易所股票上市规则》《公司章程》等有关规定，公司本次交易事项在董事会审批权限范围内，无需提交股东大会审议。本次交易不构成关联交易，也不构成《上市公司重大资产重组管理办法》规定的重大资产重组。本次交易的实施不存在重大法律障碍，对公司本年度财务状况和经营成果不构成重大影响，不存在损害公司及全体股东特别是中小股东利益的情形。公司将根据后续进展情况及时履行信息披露义务，敬请广大投资者注意投资风险。: [25, 135, 153, 151]
- masthead-section: 信息披露: [192, 55, 273, 79]
- table-cell: 11.64%: [749, 1023, 797, 1028]
- body-text: 根据《上海证券交易所股票上市规则》《公司章程》等有关规定，公司本次交易事项在董事会审批权限范围内，无需提交股东大会审议。本次交易不构成关联交易，也不构成《上市公司重大资产重组管理办法》规定的重大资产重组。本次交易的实施不存在重大法律障碍，对公司本年度财务状况和经营成果不构成重大影响，不存在损害公司及全体股东特别是中小股东利益的情形。公司将根据后续进展情况及时履行信息披露义务，敬请广大投资者注意投资风险。: [437, 727, 564, 743]
- body-text: （上接49版）公司及子公司对外担保总额超过最近一期经审计净资产100%的担保、对资产负债率超过70%的担保对象提供的担保、连续十二个月内担保金额超过公司最近一期经审计总资产30%的担保，已经公司董事会审议通过并提交股东大会审议。本次担保事项在上述授权额度范围内，无需再次提交董事会、股东大会审议。截至本公告披露日，公司及控股子公司对外担保总额为人民币万元，占公司最近一期经审计净资产的比例为%，公司及控股子公司对合并报表外单位提供的担保总额为0元。公司及控股子公司无逾期担保、涉及诉讼的担保及因担保被判决败诉而应承担损失的情形。详情请见公司在上海证券交易所网站（www.sse.com.cn）披露的相关公告。特此公告。: [228, 988, 424, 1001]
- body-text: 本公司董事会及全体董事保证本公告内容不存在任何虚假记载、误导性陈述或者重大遗漏，并对其内容的真实性、准确性和完整性依法承担法律责任。重要内容提示：本次会议是否有否决议案：无。一、会议召开和出席情况（一）会议召开时间：2025年2月7日（二）会议召开地点：公司会议室（三）会议召开方式：现场结合通讯方式（四）会议出席情况：应出席董事人，实际出席董事人。会议的召集、召开程序符合《中华人民共和国公司法》和《公司章程》的有关规定。二、议案审议情况，表决结果：同意票，反对票0票，弃权票0票。具体内容详见公司同日在上海证券交易所网站（www.sse.com.cn）披露的公告。特此公告。: [160, 95, 289, 114]
- masthead: [20, 18, 837, 87]
- table-cell: 26,700,000: [695, 1023, 749, 1028]
- body-text: （上接49版）公司及子公司对外担保总额超过最近一期经审计净资产100%的担保、对资产负债率超过70%的担保对象提供的担保、连续十二个月内担保金额超过公司最近一期经审计总资产30%的担保，已经公司董事会审议通过并提交股东大会审议。本次担保事项在上述授权额度范围内，无需再次提交董事会、股东大会审议。截至本公告披露日，公司及控股子公司对外担保总额为人民币万元，占公司最近一期经审计净资产的比例为%，公司及控股子公司对合并报表外单位提供的担保总额为0元。公司及控股子公司无逾期担保、涉及诉讼的担保及因担保被判决败诉而应承担损失的情形。详情请见公司在上海证券交易所网站（www.sse.com.cn）披露的相关公告。特此公告。: [25, 206, 153, 228]
- body-text: （上接49版）公司及子公司对外担保总额超过最近一期经审计净资产100%的担保、对资产负债率超过70%的担保对象提供的担保、连续十二个月内担保金额超过公司最近一期经审计总资产30%的担保，已经公司董事会审议通过并提交股东大会审议。本次担保事项在上述授权额度范围内，无需再次提交董事会、股东大会审议。截至本公告披露日，公司及控股子公司对外担保总额为人民币万元，占公司最近一期经审计净资产的比例为%，公司及控股子公司对合并报表外单位提供的担保总额为0元。公司及控股子公司无逾期担保、涉及诉讼的担保及因担保被判决败诉而应承担损失的情形。详情请见公司在上海证券交易所网站（www.sse.com.cn）披露的相关公告。特此公告。: [432, 206, 561, 228]
- body-text: 本公司董事会及全体董事保证本公告内容不存在任何虚假记载、误导性陈述或者重大遗漏，并对其内容的真实性、准确性和完整性依法承担法律责任。重要内容提示：本次会议是否有否决议案：无。一、会议召开和出席情况（一）会议召开时间：2025年2月7日（二）会议召开地点：公司会议室（三）会议召开方式：现场结合通讯方式（四）会议出席情况：应出席董事人，实际出席董事人。会议的召集、召开程序符合《中华人民共和国公司法》和《公司章程》的有关规定。二、议案审议情况，表决结果：同意票，反对票0票，弃权票0票。具体内容详见公司同日在上海证券交易所网站（www.sse.com.cn）披露的公告。特此公告。: [25, 733, 153, 752]
- body-text: 本公司董事会及全体董事保证本公告内容不存在任何虚假记载、误导性陈述或者重大遗漏，并对其内容的真实性、准确性和完整性依法承担法律责任。重要内容提示：本次会议是否有否决议案：无。一、会议召开和出席情况（一）会议召开时间：2025年2月7日（二）会议召开地点：公司会议室（三）会议召开方式：现场结合通讯方式（四）会议出席情况：应出席董事人，实际出席董事人。会议的召集、召开程序符合《中华人民共和国公司法》和《公司章程》的有关规定。二、议案审议情况，表决结果：同意票，反对票0票，弃权票0票。具体内容详见公司同日在上海证券交易所网站（www.sse.com.cn）披露的公告。特此公告。: [296, 702, 425, 721]
- page-body: [20, 91, 837, 1241]
- announcement-number: 公告编号：2025-002: [340, 961, 371, 965]
- data-table: [639, 1004, 833, 1029]
- masthead-brand: Disclosure: [20, 40, 188, 80]
- table-cell: 12,000,000: [304, 1008, 377, 1013]
- announcement-title-line: 关于暂不召开股东大会审议本次发行股份及支付: [705, 163, 832, 181]
- security-code: 证券代码：600387: [180, 747, 207, 752]
- data-table: [297, 153, 425, 173]
- table-cell: 合计: [297, 168, 314, 173]
- security-code: 证券代码：600630: [723, 146, 751, 151]
- body-text: 根据《上海证券交易所股票上市规则》《公司章程》等有关规定，公司本次交易事项在董事会审批权限范围内，无需提交股东大会审议。本次交易不构成关联交易，也不构成《上市公司重大资产重组管理办法》规定的重大资产重组。本次交易的实施不存在重大法律障碍，对公司本年度财务状况和经营成果不构成重大影响，不存在损害公司及全体股东特别是中小股东利益的情形。公司将根据后续进展情况及时履行信息披露义务，敬请广大投资者注意投资风险。: [25, 773, 153, 789]
- table-cell: 8,500,000: [695, 1014, 749, 1019]
- body-text: 根据《上海证券交易所股票上市规则》《公司章程》等有关规定，公司本次交易事项在董事会审批权限范围内，无需提交股东大会审议。本次交易不构成关联交易，也不构成《上市公司重大资产重组管理办法》规定的重大资产重组。本次交易的实施不存在重大法律障碍，对公司本年度财务状况和经营成果不构成重大影响，不存在损害公司及全体股东特别是中小股东利益的情形。公司将根据后续进展情况及时履行信息披露义务，敬请广大投资者注意投资风险。: [704, 232, 832, 248]
- body-text: 本公司董事会及全体董事保证本公告内容不存在任何虚假记载、误导性陈述或者重大遗漏，并对其内容的真实性、准确性和完整性依法承担法律责任。重要内容提示：本次会议是否有否决议案：无。一、会议召开和出席情况（一）会议召开时间：2025年2月7日（二）会议召开地点：公司会议室（三）会议召开方式：现场结合通讯方式（四）会议出席情况：应出席董事人，实际出席董事人。会议的召集、召开程序符合《中华人民共和国公司法》和《公司章程》的有关规定。二、议案审议情况，表决结果：同意票，反对票0票，弃权票0票。具体内容详见公司同日在上海证券交易所网站（www.sse.com.cn）披露的公告。特此公告。: [160, 774, 289, 794]
- table-header-cell: 股东名称: [660, 1004, 695, 1009]
- security-name: 证券简称：海越能源: [73, 687, 102, 691]
- table-cell: 26,700,000: [342, 168, 386, 173]
- announcement-block-middle-right: [432, 683, 837, 953]
- announcement-title-line: 浙江监管局行政处罚事先告知书的公告: [29, 723, 149, 731]
- table-cell: 1: [229, 1008, 258, 1013]
- security-name: 证券简称：沧州明珠: [310, 961, 340, 965]
- table-cell: 2: [26, 1025, 52, 1030]
- table-header-cell: 限售期限: [377, 1003, 423, 1008]
- announcement-number: 公告编号：2025-014: [782, 146, 813, 151]
- body-text: 根据《上海证券交易所股票上市规则》《公司章程》等有关规定，公司本次交易事项在董事会审批权限范围内，无需提交股东大会审议。本次交易不构成关联交易，也不构成《上市公司重大资产重组管理办法》规定的重大资产重组。本次交易的实施不存在重大法律障碍，对公司本年度财务状况和经营成果不构成重大影响，不存在损害公司及全体股东特别是中小股东利益的情形。公司将根据后续进展情况及时履行信息披露义务，敬请广大投资者注意投资风险。: [704, 95, 832, 111]
- table-cell: —: [660, 1023, 695, 1028]
- body-text: 本公司董事会及全体董事保证本公告内容不存在任何虚假记载、误导性陈述或者重大遗漏，并对其内容的真实性、准确性和完整性依法承担法律责任。重要内容提示：本次会议是否有否决议案：无。一、会议召开和出席情况（一）会议召开时间：2025年2月7日（二）会议召开地点：公司会议室（三）会议召开方式：现场结合通讯方式（四）会议出席情况：应出席董事人，实际出席董事人。会议的召集、召开程序符合《中华人民共和国公司法》和《公司章程》的有关规定。二、议案审议情况，表决结果：同意票，反对票0票，弃权票0票。具体内容详见公司同日在上海证券交易所网站（www.sse.com.cn）披露的公告。特此公告。: [25, 988, 221, 1001]
- signature: 深圳市信宇人科技股份有限公司董事会: [780, 1060, 832, 1065]
- body-text: （上接49版）公司及子公司对外担保总额超过最近一期经审计净资产100%的担保、对资产负债率超过70%的担保对象提供的担保、连续十二个月内担保金额超过公司最近一期经审计总资产30%的担保，已经公司董事会审议通过并提交股东大会审议。本次担保事项在上述授权额度范围内，无需再次提交董事会、股东大会审议。截至本公告披露日，公司及控股子公司对外担保总额为人民币万元，占公司最近一期经审计净资产的比例为%，公司及控股子公司对合并报表外单位提供的担保总额为0元。公司及控股子公司无逾期担保、涉及诉讼的担保及因担保被判决败诉而应承担损失的情形。详情请见公司在上海证券交易所网站（www.sse.com.cn）披露的相关公告。特此公告。: [437, 742, 564, 765]
- signature-date: 2025 年 2 月 8 日: [265, 816, 289, 821]
- column: [293, 92, 429, 678]
- table-cell: 股东三: [660, 1019, 695, 1024]
- body-text: 本公司董事会及全体董事保证本公告内容不存在任何虚假记载、误导性陈述或者重大遗漏，并对其内容的真实性、准确性和完整性依法承担法律责任。重要内容提示：本次会议是否有否决议案：无。一、会议召开和出席情况（一）会议召开时间：2025年2月7日（二）会议召开地点：公司会议室（三）会议召开方式：现场结合通讯方式（四）会议出席情况：应出席董事人，实际出席董事人。会议的召集、召开程序符合《中华人民共和国公司法》和《公司章程》的有关规定。二、议案审议情况，表决结果：同意票，反对票0票，弃权票0票。具体内容详见公司同日在上海证券交易所网站（www.sse.com.cn）披露的公告。特此公告。: [437, 708, 564, 728]
- security-code-line: [704, 146, 832, 150]
- table-cell: 3.71%: [749, 1014, 797, 1019]
- announcement-number: 公告编号：2025-005: [239, 747, 269, 752]
- table-cell: 12个月: [797, 1009, 832, 1014]
- table-header-cell: 占总股本比例: [386, 153, 424, 158]
- announcement-title-line: 海越能源集团股份有限公司: [173, 752, 276, 763]
- table-header-cell: 序号: [26, 1015, 52, 1020]
- table-cell: 股东一: [660, 1009, 695, 1014]
- body-text: 根据《上海证券交易所股票上市规则》《公司章程》等有关规定，公司本次交易事项在董事会审批权限范围内，无需提交股东大会审议。本次交易不构成关联交易，也不构成《上市公司重大资产重组管理办法》规定的重大资产重组。本次交易的实施不存在重大法律障碍，对公司本年度财务状况和经营成果不构成重大影响，不存在损害公司及全体股东特别是中小股东利益的情形。公司将根据后续进展情况及时履行信息披露义务，敬请广大投资者注意投资风险。: [25, 1036, 221, 1047]
- body-text: （上接49版）公司及子公司对外担保总额超过最近一期经审计净资产100%的担保、对资产负债率超过70%的担保对象提供的担保、连续十二个月内担保金额超过公司最近一期经审计总资产30%的担保，已经公司董事会审议通过并提交股东大会审议。本次担保事项在上述授权额度范围内，无需再次提交董事会、股东大会审议。截至本公告披露日，公司及控股子公司对外担保总额为人民币万元，占公司最近一期经审计净资产的比例为%，公司及控股子公司对合并报表外单位提供的担保总额为0元。公司及控股子公司无逾期担保、涉及诉讼的担保及因担保被判决败诉而应承担损失的情形。详情请见公司在上海证券交易所网站（www.sse.com.cn）披露的相关公告。特此公告。: [432, 95, 561, 117]
- body-text: 本公司董事会及全体董事保证本公告内容不存在任何虚假记载、误导性陈述或者重大遗漏，并对其内容的真实性、准确性和完整性依法承担法律责任。重要内容提示：本次会议是否有否决议案：无。一、会议召开和出席情况（一）会议召开时间：2025年2月7日（二）会议召开地点：公司会议室（三）会议召开方式：现场结合通讯方式（四）会议出席情况：应出席董事人，实际出席董事人。会议的召集、召开程序符合《中华人民共和国公司法》和《公司章程》的有关规定。二、议案审议情况，表决结果：同意票，反对票0票，弃权票0票。具体内容详见公司同日在上海证券交易所网站（www.sse.com.cn）披露的公告。特此公告。: [705, 742, 832, 762]
- table-header-cell: 限售期限: [797, 1004, 832, 1009]
- body-text: （上接49版）公司及子公司对外担保总额超过最近一期经审计净资产100%的担保、对资产负债率超过70%的担保对象提供的担保、连续十二个月内担保金额超过公司最近一期经审计总资产30%的担保，已经公司董事会审议通过并提交股东大会审议。本次担保事项在上述授权额度范围内，无需再次提交董事会、股东大会审议。截至本公告披露日，公司及控股子公司对外担保总额为人民币万元，占公司最近一期经审计净资产的比例为%，公司及控股子公司对合并报表外单位提供的担保总额为0元。公司及控股子公司无逾期担保、涉及诉讼的担保及因担保被判决败诉而应承担损失的情形。详情请见公司在上海证券交易所网站（www.sse.com.cn）披露的相关公告。特此公告。: [25, 1000, 221, 1013]
- table-cell: 3.71%: [386, 163, 424, 168]
- body-text: （上接49版）公司及子公司对外担保总额超过最近一期经审计净资产100%的担保、对资产负债率超过70%的担保对象提供的担保、连续十二个月内担保金额超过公司最近一期经审计总资产30%的担保，已经公司董事会审议通过并提交股东大会审议。本次担保事项在上述授权额度范围内，无需再次提交董事会、股东大会审议。截至本公告披露日，公司及控股子公司对外担保总额为人民币万元，占公司最近一期经审计净资产的比例为%，公司及控股子公司对合并报表外单位提供的担保总额为0元。公司及控股子公司无逾期担保、涉及诉讼的担保及因担保被判决败诉而应承担损失的情形。详情请见公司在上海证券交易所网站（www.sse.com.cn）披露的相关公告。特此公告。: [296, 721, 425, 743]
- table-cell: 股东二: [314, 163, 342, 168]
- signature: 海越能源集团股份有限公司董事会: [379, 778, 425, 783]
- body-text: （上接49版）公司及子公司对外担保总额超过最近一期经审计净资产100%的担保、对资产负债率超过70%的担保对象提供的担保、连续十二个月内担保金额超过公司最近一期经审计总资产30%的担保，已经公司董事会审议通过并提交股东大会审议。本次担保事项在上述授权额度范围内，无需再次提交董事会、股东大会审议。截至本公告披露日，公司及控股子公司对外担保总额为人民币万元，占公司最近一期经审计净资产的比例为%，公司及控股子公司对合并报表外单位提供的担保总额为0元。公司及控股子公司无逾期担保、涉及诉讼的担保及因担保被判决败诉而应承担损失的情形。详情请见公司在上海证券交易所网站（www.sse.com.cn）披露的相关公告。特此公告。: [25, 150, 153, 173]
- announcement-number: 公告编号：2025-003: [137, 961, 167, 965]
- body-text: 根据《上海证券交易所股票上市规则》《公司章程》等有关规定，公司本次交易事项在董事会审批权限范围内，无需提交股东大会审议。本次交易不构成关联交易，也不构成《上市公司重大资产重组管理办法》规定的重大资产重组。本次交易的实施不存在重大法律障碍，对公司本年度财务状况和经营成果不构成重大影响，不存在损害公司及全体股东特别是中小股东利益的情形。公司将根据后续进展情况及时履行信息披露义务，敬请广大投资者注意投资风险。: [296, 742, 425, 759]
- column: [564, 92, 700, 678]
- body-text: 本公司董事会及全体董事保证本公告内容不存在任何虚假记载、误导性陈述或者重大遗漏，并对其内容的真实性、准确性和完整性依法承担法律责任。重要内容提示：本次会议是否有否决议案：无。一、会议召开和出席情况（一）会议召开时间：2025年2月7日（二）会议召开地点：公司会议室（三）会议召开方式：现场结合通讯方式（四）会议出席情况：应出席董事人，实际出席董事人。会议的召集、召开程序符合《中华人民共和国公司法》和《公司章程》的有关规定。二、议案审议情况，表决结果：同意票，反对票0票，弃权票0票。具体内容详见公司同日在上海证券交易所网站（www.sse.com.cn）披露的公告。特此公告。: [228, 1024, 424, 1037]
- body-text: 本公司董事会及全体董事保证本公告内容不存在任何虚假记载、误导性陈述或者重大遗漏，并对其内容的真实性、准确性和完整性依法承担法律责任。重要内容提示：本次会议是否有否决议案：无。一、会议召开和出席情况（一）会议召开时间：2025年2月7日（二）会议召开地点：公司会议室（三）会议召开方式：现场结合通讯方式（四）会议出席情况：应出席董事人，实际出席董事人。会议的召集、召开程序符合《中华人民共和国公司法》和《公司章程》的有关规定。二、议案审议情况，表决结果：同意票，反对票0票，弃权票0票。具体内容详见公司同日在上海证券交易所网站（www.sse.com.cn）披露的公告。特此公告。: [437, 977, 631, 990]
- body-text: 根据《上海证券交易所股票上市规则》《公司章程》等有关规定，公司本次交易事项在董事会审批权限范围内，无需提交股东大会审议。本次交易不构成关联交易，也不构成《上市公司重大资产重组管理办法》规定的重大资产重组。本次交易的实施不存在重大法律障碍，对公司本年度财务状况和经营成果不构成重大影响，不存在损害公司及全体股东特别是中小股东利益的情形。公司将根据后续进展情况及时履行信息披露义务，敬请广大投资者注意投资风险。: [296, 174, 425, 191]
- column: [21, 684, 157, 952]
- signature: 上海奥迈迈生物科技股份有限公司董事会: [777, 249, 832, 254]
- table-header-cell: 占总股本比例: [749, 1004, 797, 1009]
- table-cell: 1: [297, 158, 314, 163]
- body-text: 本公司董事会及全体董事保证本公告内容不存在任何虚假记载、误导性陈述或者重大遗漏，并对其内容的真实性、准确性和完整性依法承担法律责任。重要内容提示：本次会议是否有否决议案：无。一、会议召开和出席情况（一）会议召开时间：2025年2月7日（二）会议召开地点：公司会议室（三）会议召开方式：现场结合通讯方式（四）会议出席情况：应出席董事人，实际出席董事人。会议的召集、召开程序符合《中华人民共和国公司法》和《公司章程》的有关规定。二、议案审议情况，表决结果：同意票，反对票0票，弃权票0票。具体内容详见公司同日在上海证券交易所网站（www.sse.com.cn）披露的公告。特此公告。: [568, 150, 697, 170]
- table-cell: 2: [229, 1012, 258, 1017]
- body-text: 根据《上海证券交易所股票上市规则》《公司章程》等有关规定，公司本次交易事项在董事会审批权限范围内，无需提交股东大会审议。本次交易不构成关联交易，也不构成《上市公司重大资产重组管理办法》规定的重大资产重组。本次交易的实施不存在重大法律障碍，对公司本年度财务状况和经营成果不构成重大影响，不存在损害公司及全体股东特别是中小股东利益的情形。公司将根据后续进展情况及时履行信息披露义务，敬请广大投资者注意投资风险。: [296, 95, 425, 111]
- security-code-line: [25, 687, 153, 691]
- body-text: 根据《上海证券交易所股票上市规则》《公司章程》等有关规定，公司本次交易事项在董事会审批权限范围内，无需提交股东大会审议。本次交易不构成关联交易，也不构成《上市公司重大资产重组管理办法》规定的重大资产重组。本次交易的实施不存在重大法律障碍，对公司本年度财务状况和经营成果不构成重大影响，不存在损害公司及全体股东特别是中小股东利益的情形。公司将根据后续进展情况及时履行信息披露义务，敬请广大投资者注意投资风险。: [571, 687, 698, 703]
- body-text: 本公司董事会及全体董事保证本公告内容不存在任何虚假记载、误导性陈述或者重大遗漏，并对其内容的真实性、准确性和完整性依法承担法律责任。重要内容提示：本次会议是否有否决议案：无。一、会议召开和出席情况（一）会议召开时间：2025年2月7日（二）会议召开地点：公司会议室（三）会议召开方式：现场结合通讯方式（四）会议出席情况：应出席董事人，实际出席董事人。会议的召集、召开程序符合《中华人民共和国公司法》和《公司章程》的有关规定。二、议案审议情况，表决结果：同意票，反对票0票，弃权票0票。具体内容详见公司同日在上海证券交易所网站（www.sse.com.cn）披露的公告。特此公告。: [25, 1046, 221, 1059]
- body-text: （上接49版）公司及子公司对外担保总额超过最近一期经审计净资产100%的担保、对资产负债率超过70%的担保对象提供的担保、连续十二个月内担保金额超过公司最近一期经审计总资产30%的担保，已经公司董事会审议通过并提交股东大会审议。本次担保事项在上述授权额度范围内，无需再次提交董事会、股东大会审议。截至本公告披露日，公司及控股子公司对外担保总额为人民币万元，占公司最近一期经审计净资产的比例为%，公司及控股子公司对合并报表外单位提供的担保总额为0元。公司及控股子公司无逾期担保、涉及诉讼的担保及因担保被判决败诉而应承担损失的情形。详情请见公司在上海证券交易所网站（www.sse.com.cn）披露的相关公告。特此公告。: [437, 687, 564, 709]
- body-text: （上接49版）公司及子公司对外担保总额超过最近一期经审计净资产100%的担保、对资产负债率超过70%的担保对象提供的担保、连续十二个月内担保金额超过公司最近一期经审计总资产30%的担保，已经公司董事会审议通过并提交股东大会审议。本次担保事项在上述授权额度范围内，无需再次提交董事会、股东大会审议。截至本公告披露日，公司及控股子公司对外担保总额为人民币万元，占公司最近一期经审计净资产的比例为%，公司及控股子公司对合并报表外单位提供的担保总额为0元。公司及控股子公司无逾期担保、涉及诉讼的担保及因担保被判决败诉而应承担损失的情形。详情请见公司在上海证券交易所网站（www.sse.com.cn）披露的相关公告。特此公告。: [638, 977, 832, 993]
- column: [433, 974, 635, 1234]
- column: [21, 958, 225, 1240]
- signature: 上海奥迈迈生物科技股份有限公司董事会: [777, 131, 832, 136]
- security-code: 证券代码：600387: [44, 687, 72, 691]
- masthead-page-number: /50: [274, 63, 296, 80]
- announcement-title-line: 沧州明珠塑料股份有限公司: [275, 966, 378, 976]
- body-text: （上接49版）公司及子公司对外担保总额超过最近一期经审计净资产100%的担保、对资产负债率超过70%的担保对象提供的担保、连续十二个月内担保金额超过公司最近一期经审计总资产30%的担保，已经公司董事会审议通过并提交股东大会审议。本次担保事项在上述授权额度范围内，无需再次提交董事会、股东大会审议。截至本公告披露日，公司及控股子公司对外担保总额为人民币万元，占公司最近一期经审计净资产的比例为%，公司及控股子公司对合并报表外单位提供的担保总额为0元。公司及控股子公司无逾期担保、涉及诉讼的担保及因担保被判决败诉而应承担损失的情形。详情请见公司在上海证券交易所网站（www.sse.com.cn）披露的相关公告。特此公告。: [25, 95, 153, 117]
- table-cell: 股东二: [52, 1025, 95, 1030]
- body-text: 根据《上海证券交易所股票上市规则》《公司章程》等有关规定，公司本次交易事项在董事会审批权限范围内，无需提交股东大会审议。本次交易不构成关联交易，也不构成《上市公司重大资产重组管理办法》规定的重大资产重组。本次交易的实施不存在重大法律障碍，对公司本年度财务状况和经营成果不构成重大影响，不存在损害公司及全体股东特别是中小股东利益的情形。公司将根据后续进展情况及时履行信息披露义务，敬请广大投资者注意投资风险。: [437, 1004, 631, 1015]
- table-header-cell: 持股数量（股）: [94, 1015, 161, 1020]
- table-cell: 合计: [639, 1023, 660, 1028]
- body-text: 根据《上海证券交易所股票上市规则》《公司章程》等有关规定，公司本次交易事项在董事会审批权限范围内，无需提交股东大会审议。本次交易不构成关联交易，也不构成《上市公司重大资产重组管理办法》规定的重大资产重组。本次交易的实施不存在重大法律障碍，对公司本年度财务状况和经营成果不构成重大影响，不存在损害公司及全体股东特别是中小股东利益的情形。公司将根据后续进展情况及时履行信息披露义务，敬请广大投资者注意投资风险。: [160, 708, 289, 725]
- table-header-cell: 持股数量（股）: [342, 153, 386, 158]
- security-code-line: [161, 748, 289, 752]
- body-text: 本公司董事会及全体董事保证本公告内容不存在任何虚假记载、误导性陈述或者重大遗漏，并对其内容的真实性、准确性和完整性依法承担法律责任。重要内容提示：本次会议是否有否决议案：无。一、会议召开和出席情况（一）会议召开时间：2025年2月7日（二）会议召开地点：公司会议室（三）会议召开方式：现场结合通讯方式（四）会议出席情况：应出席董事人，实际出席董事人。会议的召集、召开程序符合《中华人民共和国公司法》和《公司章程》的有关规定。二、议案审议情况，表决结果：同意票，反对票0票，弃权票0票。具体内容详见公司同日在上海证券交易所网站（www.sse.com.cn）披露的公告。特此公告。: [160, 150, 289, 170]
- body-text: 根据《上海证券交易所股票上市规则》《公司章程》等有关规定，公司本次交易事项在董事会审批权限范围内，无需提交股东大会审议。本次交易不构成关联交易，也不构成《上市公司重大资产重组管理办法》规定的重大资产重组。本次交易的实施不存在重大法律障碍，对公司本年度财务状况和经营成果不构成重大影响，不存在损害公司及全体股东特别是中小股东利益的情形。公司将根据后续进展情况及时履行信息披露义务，敬请广大投资者注意投资风险。: [568, 190, 697, 207]
- body-text: 根据《上海证券交易所股票上市规则》《公司章程》等有关规定，公司本次交易事项在董事会审批权限范围内，无需提交股东大会审议。本次交易不构成关联交易，也不构成《上市公司重大资产重组管理办法》规定的重大资产重组。本次交易的实施不存在重大法律障碍，对公司本年度财务状况和经营成果不构成重大影响，不存在损害公司及全体股东特别是中小股东利益的情形。公司将根据后续进展情况及时履行信息披露义务，敬请广大投资者注意投资风险。: [638, 992, 832, 1002]
- table-header-cell: 股东名称: [52, 1015, 95, 1020]
- body-text: 本公司董事会及全体董事保证本公告内容不存在任何虚假记载、误导性陈述或者重大遗漏，并对其内容的真实性、准确性和完整性依法承担法律责任。重要内容提示：本次会议是否有否决议案：无。一、会议召开和出席情况（一）会议召开时间：2025年2月7日（二）会议召开地点：公司会议室（三）会议召开方式：现场结合通讯方式（四）会议出席情况：应出席董事人，实际出席董事人。会议的召集、召开程序符合《中华人民共和国公司法》和《公司章程》的有关规定。二、议案审议情况，表决结果：同意票，反对票0票，弃权票0票。具体内容详见公司同日在上海证券交易所网站（www.sse.com.cn）披露的公告。特此公告。: [704, 192, 832, 211]
- table-cell: 12,000,000: [342, 158, 386, 163]
- body-text: 本公司董事会及全体董事保证本公告内容不存在任何虚假记载、误导性陈述或者重大遗漏，并对其内容的真实性、准确性和完整性依法承担法律责任。重要内容提示：本次会议是否有否决议案：无。一、会议召开和出席情况（一）会议召开时间：2025年2月7日（二）会议召开地点：公司会议室（三）会议召开方式：现场结合通讯方式（四）会议出席情况：应出席董事人，实际出席董事人。会议的召集、召开程序符合《中华人民共和国公司法》和《公司章程》的有关规定。二、议案审议情况，表决结果：同意票，反对票0票，弃权票0票。具体内容详见公司同日在上海证券交易所网站（www.sse.com.cn）披露的公告。特此公告。: [296, 758, 425, 777]
- body-text: （上接49版）公司及子公司对外担保总额超过最近一期经审计净资产100%的担保、对资产负债率超过70%的担保对象提供的担保、连续十二个月内担保金额超过公司最近一期经审计总资产30%的担保，已经公司董事会审议通过并提交股东大会审议。本次担保事项在上述授权额度范围内，无需再次提交董事会、股东大会审议。截至本公告披露日，公司及控股子公司对外担保总额为人民币万元，占公司最近一期经审计净资产的比例为%，公司及控股子公司对合并报表外单位提供的担保总额为0元。公司及控股子公司无逾期担保、涉及诉讼的担保及因担保被判决败诉而应承担损失的情形。详情请见公司在上海证券交易所网站（www.sse.com.cn）披露的相关公告。特此公告。: [704, 210, 832, 233]
- table-cell: 5.23%: [386, 158, 424, 163]
- body-text: （上接49版）公司及子公司对外担保总额超过最近一期经审计净资产100%的担保、对资产负债率超过70%的担保对象提供的担保、连续十二个月内担保金额超过公司最近一期经审计总资产30%的担保，已经公司董事会审议通过并提交股东大会审议。本次担保事项在上述授权额度范围内，无需再次提交董事会、股东大会审议。截至本公告披露日，公司及控股子公司对外担保总额为人民币万元，占公司最近一期经审计净资产的比例为%，公司及控股子公司对合并报表外单位提供的担保总额为0元。公司及控股子公司无逾期担保、涉及诉讼的担保及因担保被判决败诉而应承担损失的情形。详情请见公司在上海证券交易所网站（www.sse.com.cn）披露的相关公告。特此公告。: [705, 721, 832, 743]
- table-cell: —: [797, 1023, 832, 1028]
- table-cell: 股东一: [52, 1020, 95, 1025]
- table-cell: —: [377, 1017, 423, 1022]
- body-text: 根据《上海证券交易所股票上市规则》《公司章程》等有关规定，公司本次交易事项在董事会审批权限范围内，无需提交股东大会审议。本次交易不构成关联交易，也不构成《上市公司重大资产重组管理办法》规定的重大资产重组。本次交易的实施不存在重大法律障碍，对公司本年度财务状况和经营成果不构成重大影响，不存在损害公司及全体股东特别是中小股东利益的情形。公司将根据后续进展情况及时履行信息披露义务，敬请广大投资者注意投资风险。: [705, 705, 832, 721]
